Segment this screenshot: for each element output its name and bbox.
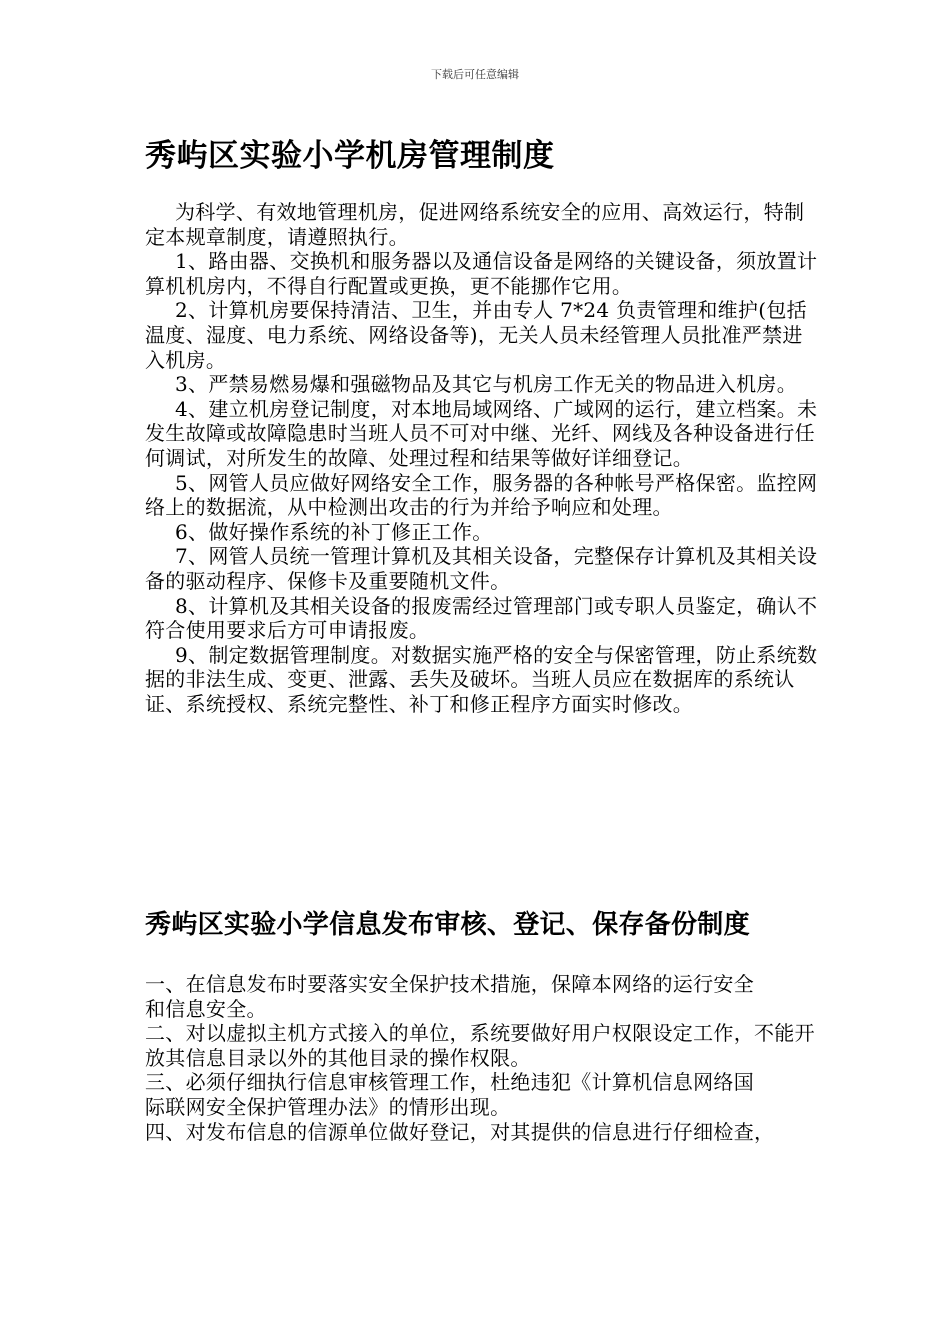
paragraph: 一、在信息发布时要落实安全保护技术措施，保障本网络的运行安全 (145, 972, 754, 996)
paragraph: 1、路由器、交换机和服务器以及通信设备是网络的关键设备，须放置计算机机房内，不得自行配置或更换，更不能挪作它用。 (145, 249, 818, 298)
document-title: 秀屿区实验小学机房管理制度 (145, 138, 555, 174)
section2-title: 秀屿区实验小学信息发布审核、登记、保存备份制度 (145, 910, 750, 940)
paragraph: 和信息安全。 (145, 996, 267, 1021)
paragraph: 5、网管人员应做好网络安全工作，服务器的各种帐号严格保密。监控网络上的数据流，从中检测出攻击的行为并给予响应和处理。 (145, 470, 818, 520)
paragraph: 9、制定数据管理制度。对数据实施严格的安全与保密管理，防止系统数据的非法生成、变更、泄露、丢失及破坏。当班人员应在数据库的系统认证、系统授权、系统完整性、补丁和修正程序方面实时修改。 (145, 642, 818, 716)
paragraph: 四、对发布信息的信源单位做好登记，对其提供的信息进行仔细检查， (145, 1119, 775, 1144)
paragraph: 7、网管人员统一管理计算机及其相关设备，完整保存计算机及其相关设备的驱动程序、保修卡及重要随机文件。 (145, 544, 818, 593)
paragraph: 三、必须仔细执行信息审核管理工作，杜绝违犯《计算机信息网络国 (145, 1070, 754, 1095)
paragraph: 8、计算机及其相关设备的报废需经过管理部门或专职人员鉴定，确认不符合使用要求后方可申请报废。 (145, 593, 818, 643)
section1-body (145, 200, 821, 716)
paragraph: 6、做好操作系统的补丁修正工作。 (175, 519, 493, 544)
paragraph: 2、计算机房要保持清洁、卫生，并由专人 7*24 负责管理和维护(包括温度、湿度、电力系统、网络设备等)，无关人员未经管理人员批准严禁进入机房。 (145, 298, 807, 372)
paragraph: 为科学、有效地管理机房，促进网络系统安全的应用、高效运行，特制定本规章制度，请遵照执行。 (145, 200, 805, 249)
paragraph: 二、对以虚拟主机方式接入的单位，系统要做好用户权限设定工作，不能开放其信息目录以外的其他目录的操作权限。 (145, 1021, 815, 1070)
section2-body (145, 972, 821, 1144)
paragraph: 3、严禁易燃易爆和强磁物品及其它与机房工作无关的物品进入机房。 (175, 372, 798, 397)
paragraph: 4、建立机房登记制度，对本地局域网络、广域网的运行，建立档案。未发生故障或故障隐患时当班人员不可对中继、光纤、网线及各种设备进行任何调试，对所发生的故障、处理过程和结果等做好详细登记。 (145, 396, 818, 470)
page-header: 下载后可任意编辑 (431, 68, 519, 81)
paragraph: 际联网安全保护管理办法》的情形出现。 (145, 1094, 511, 1119)
